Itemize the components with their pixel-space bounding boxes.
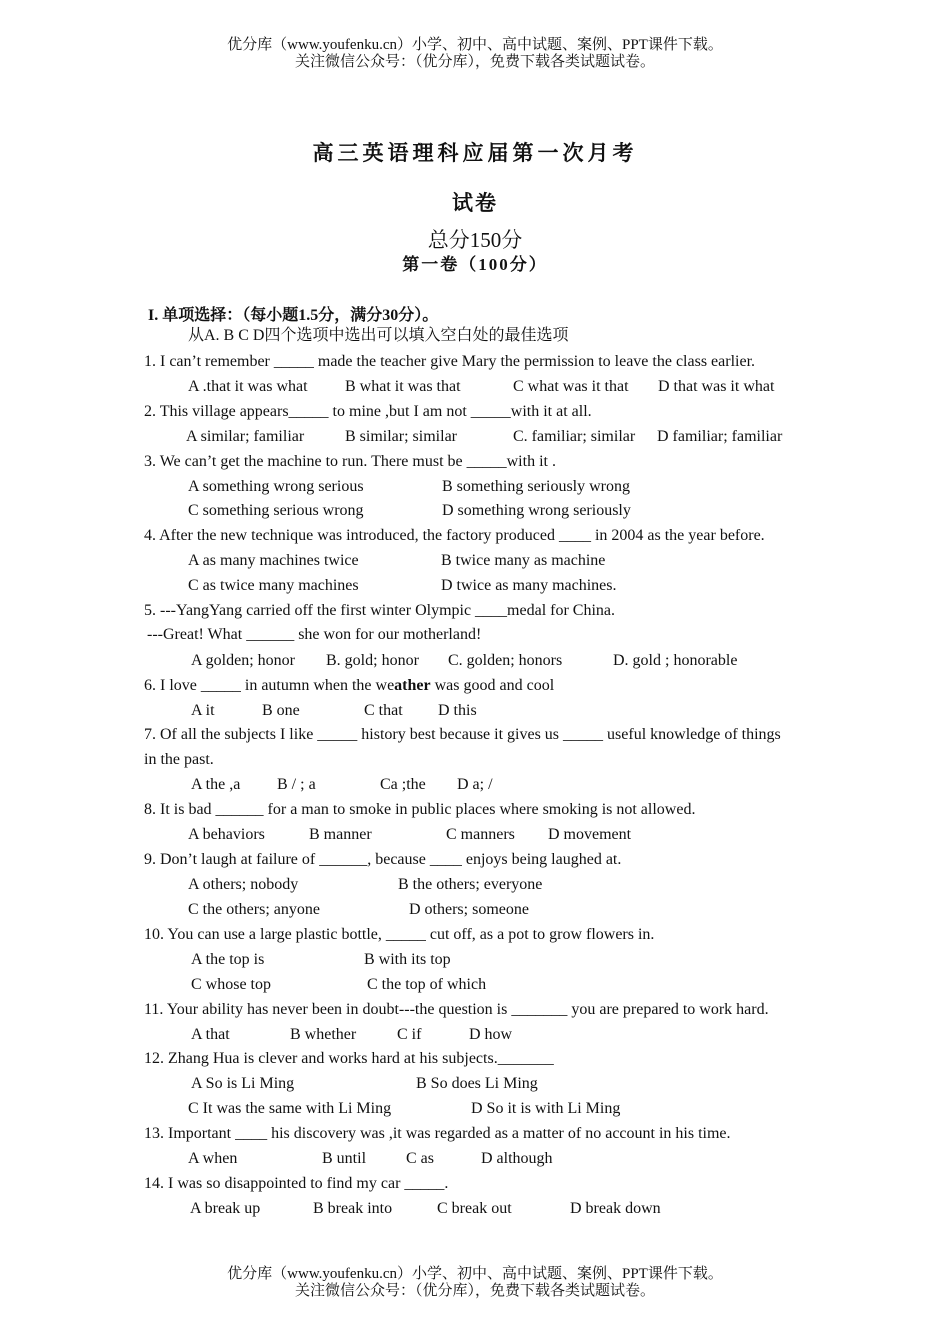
question-14-stem: 14. I was so disappointed to find my car _____.: [144, 1175, 449, 1192]
q9-option-b: B the others; everyone: [398, 876, 543, 893]
q12-option-b: B So does Li Ming: [416, 1075, 538, 1092]
q2-option-a: A similar; familiar: [186, 428, 305, 445]
q11-option-a: A that: [191, 1026, 230, 1043]
q3-option-c: C something serious wrong: [188, 502, 364, 519]
q14-option-d: D break down: [570, 1200, 661, 1217]
q7-option-c: Ca ;the: [380, 776, 426, 793]
q10-option-d: C the top of which: [367, 976, 487, 993]
q6-option-c: C that: [364, 702, 403, 719]
q13-option-d: D although: [481, 1150, 553, 1167]
q10-option-a: A the top is: [191, 951, 265, 968]
q6-stem-part-1: 6. I love _____ in autumn when the we: [144, 677, 395, 694]
question-6-stem: [144, 676, 554, 696]
q2-option-d: D familiar; familiar: [657, 428, 783, 445]
q8-option-d: D movement: [548, 826, 632, 843]
q12-option-c: C It was the same with Li Ming: [188, 1100, 392, 1117]
q13-option-b: B until: [322, 1150, 367, 1167]
section-heading: I. 单项选择：（每小题1.5分，满分30分）。: [148, 307, 439, 324]
question-1-stem: 1. I can’t remember _____ made the teacher give Mary the permission to leave the class earlier.: [144, 353, 756, 370]
q9-option-c: C the others; anyone: [188, 901, 320, 918]
question-11-stem: 11. Your ability has never been in doubt---the question is _______ you are prepared to work hard.: [144, 1001, 769, 1018]
part-heading: 第一卷（100分）: [402, 255, 548, 274]
q14-option-a: A break up: [190, 1200, 261, 1217]
q14-option-c: C break out: [437, 1200, 512, 1217]
q6-option-a: A it: [191, 702, 215, 719]
question-7-stem-continued: in the past.: [144, 751, 214, 768]
q2-option-b: B similar; similar: [345, 428, 457, 445]
q3-option-b: B something seriously wrong: [442, 478, 630, 495]
q6-option-d: D this: [438, 702, 477, 719]
q5-option-c: C. golden; honors: [448, 652, 563, 669]
q5-option-b: B. gold; honor: [326, 652, 419, 669]
q7-option-d: D a; /: [457, 776, 493, 793]
q9-option-a: A others; nobody: [188, 876, 299, 893]
q1-option-c: C what was it that: [513, 378, 629, 395]
q8-option-b: B manner: [309, 826, 372, 843]
header-line-2: 关注微信公众号：（优分库），免费下载各类试题试卷。: [294, 54, 655, 70]
section-instruction: 从A. B C D四个选项中选出可以填入空白处的最佳选项: [188, 327, 569, 344]
exam-subtitle: 试卷: [452, 191, 498, 215]
q5-option-a: A golden; honor: [191, 652, 295, 669]
q11-option-c: C if: [397, 1026, 422, 1043]
q5-option-d: D. gold ; honorable: [613, 652, 738, 669]
exam-title: 高三英语理科应届第一次月考: [312, 141, 638, 165]
q3-option-a: A something wrong serious: [188, 478, 364, 495]
question-12-stem: 12. Zhang Hua is clever and works hard at his subjects._______: [144, 1050, 554, 1067]
question-5-stem: 5. ---YangYang carried off the first winter Olympic ____medal for China.: [144, 602, 616, 619]
q1-option-a: A .that it was what: [188, 378, 308, 395]
question-8-stem: 8. It is bad ______ for a man to smoke in public places where smoking is not allowed.: [144, 801, 696, 818]
q10-option-c: C whose top: [191, 976, 271, 993]
question-3-stem: 3. We can’t get the machine to run. There must be _____with it .: [144, 453, 556, 470]
q13-option-c: C as: [406, 1150, 434, 1167]
q10-option-b: B with its top: [364, 951, 451, 968]
q13-option-a: A when: [188, 1150, 238, 1167]
q6-stem-bold-part: ather: [394, 677, 431, 694]
q8-option-c: C manners: [446, 826, 515, 843]
q7-option-a: A the ,a: [191, 776, 241, 793]
question-4-stem: 4. After the new technique was introduced, the factory produced ____ in 2004 as the year before.: [144, 527, 765, 544]
q3-option-d: D something wrong seriously: [442, 502, 631, 519]
q2-option-c: C. familiar; similar: [513, 428, 636, 445]
question-9-stem: 9. Don’t laugh at failure of ______, because ____ enjoys being laughed at.: [144, 851, 622, 868]
total-score: 总分150分: [427, 228, 523, 252]
q14-option-b: B break into: [313, 1200, 393, 1217]
question-13-stem: 13. Important ____ his discovery was ,it was regarded as a matter of no account in his time.: [144, 1125, 731, 1142]
q1-option-b: B what it was that: [345, 378, 461, 395]
q6-stem-part-2: was good and cool: [430, 677, 555, 694]
q4-option-a: A as many machines twice: [188, 552, 359, 569]
q8-option-a: A behaviors: [188, 826, 265, 843]
question-5-reply: ---Great! What ______ she won for our motherland!: [147, 626, 482, 643]
q1-option-d: D that was it what: [658, 378, 775, 395]
q9-option-d: D others; someone: [409, 901, 529, 918]
question-10-stem: 10. You can use a large plastic bottle, _____ cut off, as a pot to grow flowers in.: [144, 926, 655, 943]
footer-line-2: 关注微信公众号：（优分库），免费下载各类试题试卷。: [294, 1283, 655, 1299]
q11-option-b: B whether: [290, 1026, 357, 1043]
q6-option-b: B one: [262, 702, 300, 719]
q4-option-d: D twice as many machines.: [441, 577, 617, 594]
q12-option-a: A So is Li Ming: [191, 1075, 295, 1092]
question-7-stem: 7. Of all the subjects I like _____ history best because it gives us _____ useful knowledge of things: [144, 726, 781, 743]
q7-option-b: B / ; a: [277, 776, 316, 793]
q12-option-d: D So it is with Li Ming: [471, 1100, 621, 1117]
q4-option-c: C as twice many machines: [188, 577, 359, 594]
header-line-1: 优分库（www.youfenku.cn）小学、初中、高中试题、案例、PPT课件下载。: [227, 37, 723, 53]
q11-option-d: D how: [469, 1026, 513, 1043]
footer-line-1: 优分库（www.youfenku.cn）小学、初中、高中试题、案例、PPT课件下载。: [227, 1266, 723, 1282]
q4-option-b: B twice many as machine: [441, 552, 606, 569]
question-2-stem: 2. This village appears_____ to mine ,but I am not _____with it at all.: [144, 403, 592, 420]
